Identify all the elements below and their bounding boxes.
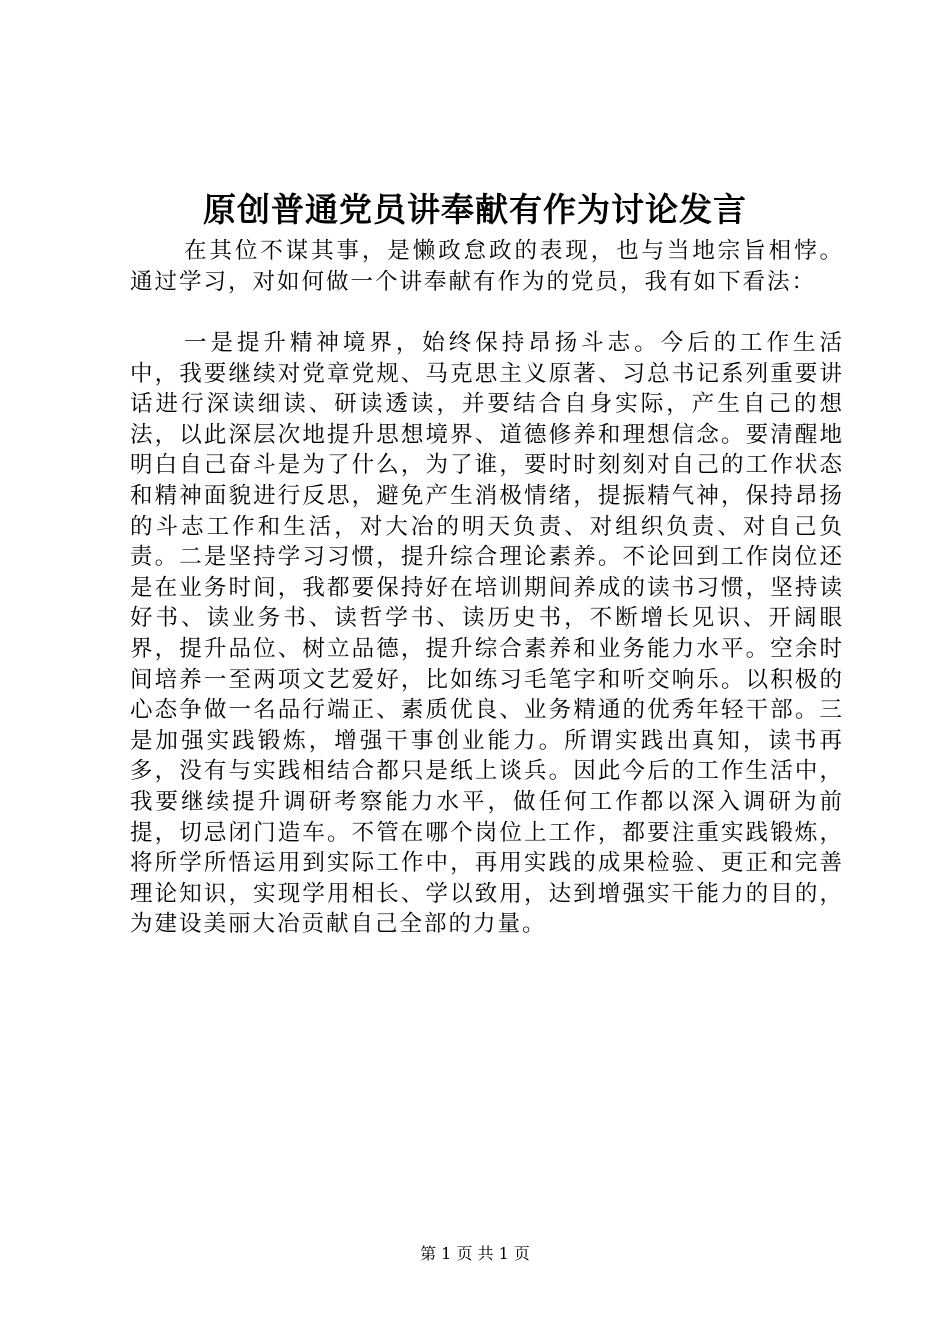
document-title: 原创普通党员讲奉献有作为讨论发言 [203,190,747,229]
page-footer: 第 1 页 共 1 页 [420,1244,530,1263]
body-paragraph: 一是提升精神境界，始终保持昂扬斗志。今后的工作生活中，我要继续对党章党规、马克思主义原著、习总书记系列重要讲话进行深读细读、研读透读，并要结合自身实际，产生自己的想法，以此深层次地提升思想境界、道德修养和理想信念。要清醒地明白自己奋斗是为了什么，为了谁，要时时刻刻对自己的工作状态和精神面貌进行反思，避免产生消极情绪，提振精气神，保持昂扬的斗志工作和生活，对大冶的明天负责、对组织负责、对自己负责。二是坚持学习习惯，提升综合理论素养。不论回到工作岗位还是在业务时间，我都要保持好在培训期间养成的读书习惯，坚持读好书、读业务书、读哲学书、读历史书，不断增长见识、开阔眼界，提升品位、树立品德，提升综合素养和业务能力水平。空余时间培养一至两项文艺爱好，比如练习毛笔字和听交响乐。以积极的心态争做一名品行端正、素质优良、业务精通的优秀年轻干部。三是加强实践锻炼，增强干事创业能力。所谓实践出真知，读书再多，没有与实践相结合都只是纸上谈兵。因此今后的工作生活中，我要继续提升调研考察能力水平，做任何工作都以深入调研为前提，切忌闭门造车。不管在哪个岗位上工作，都要注重实践锻炼，将所学所悟运用到实际工作中，再用实践的成果检验、更正和完善理论知识，实现学用相长、学以致用，达到增强实干能力的目的，为建设美丽大冶贡献自己全部的力量。 [130,330,844,938]
intro-paragraph: 在其位不谋其事，是懒政怠政的表现，也与当地宗旨相悖。通过学习，对如何做一个讲奉献有作为的党员，我有如下看法： [130,238,844,295]
